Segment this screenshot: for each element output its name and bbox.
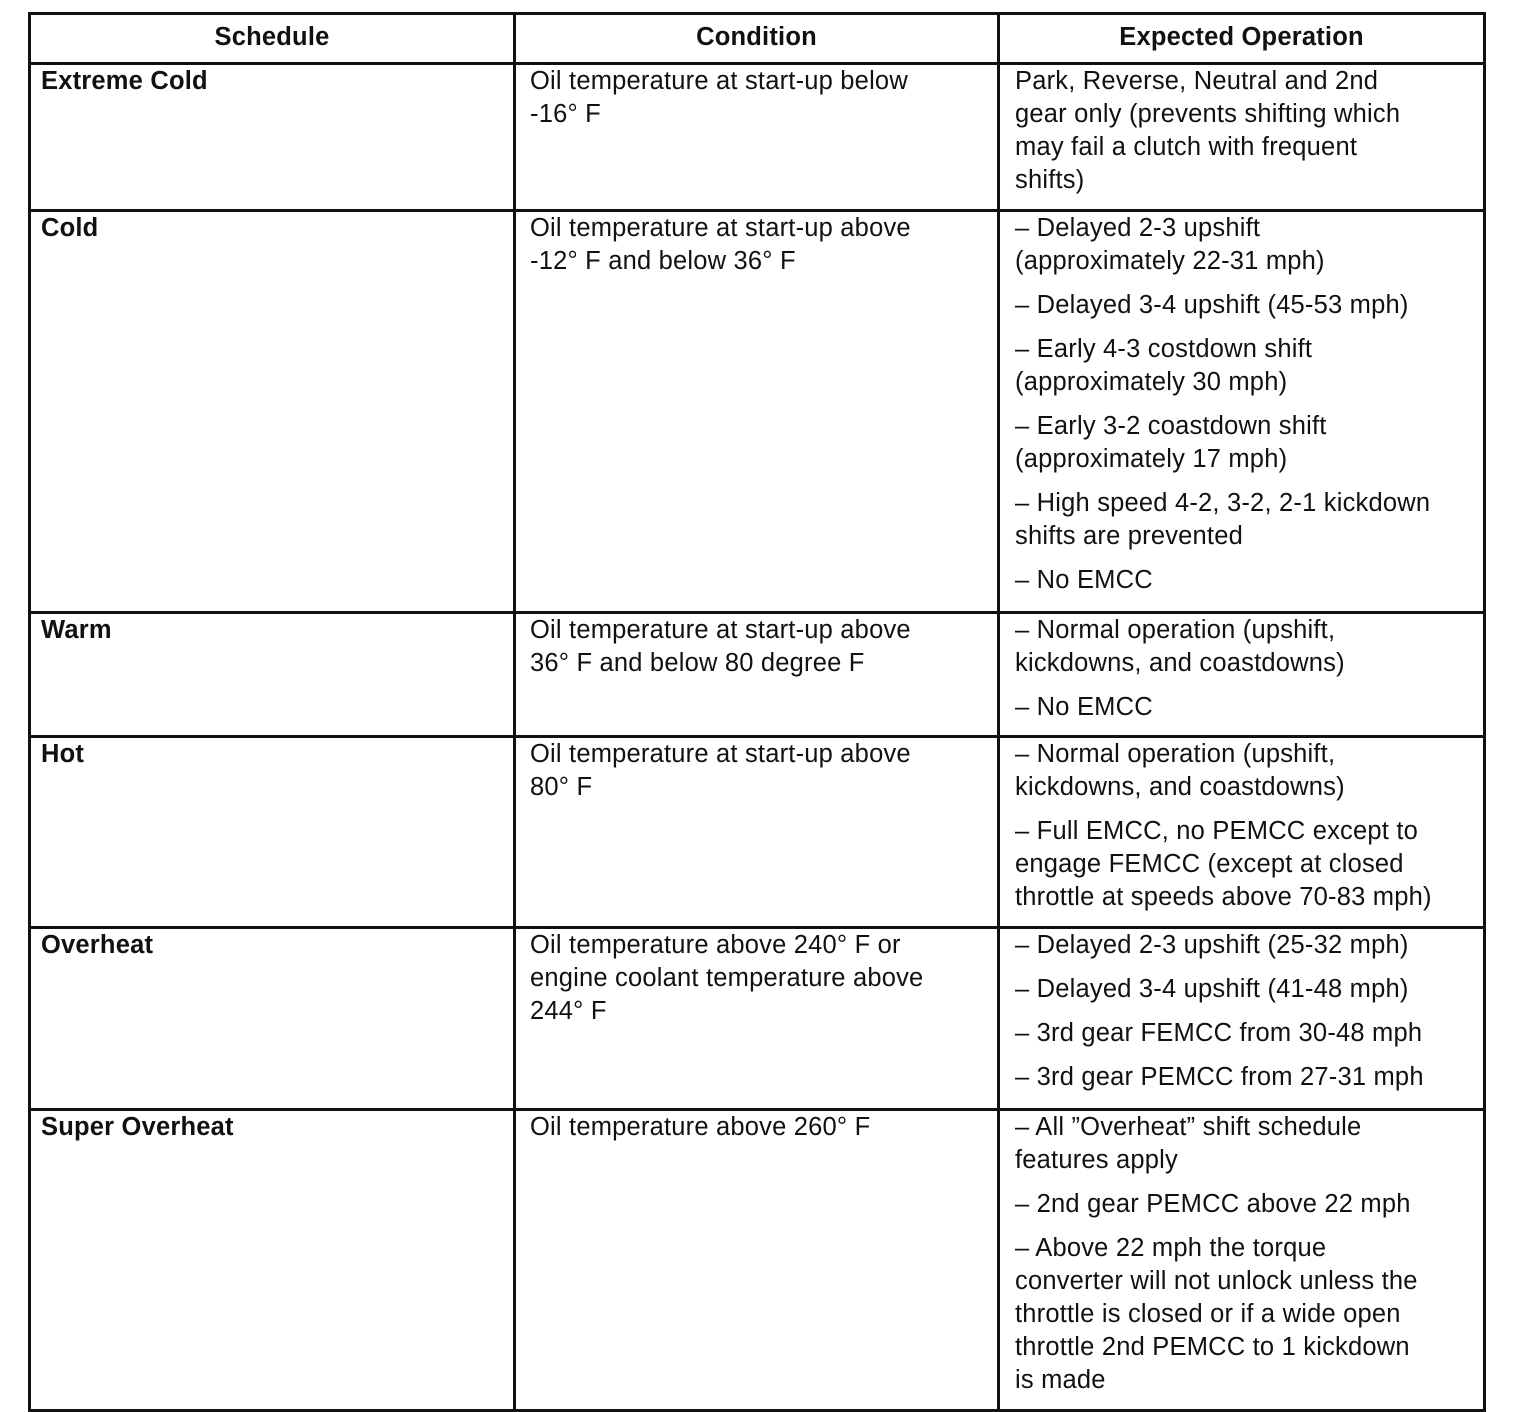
schedule-name: Hot	[41, 740, 85, 768]
condition-line: Oil temperature above 260° F	[530, 1113, 871, 1141]
operation-line: – All ”Overheat” shift schedule	[1015, 1113, 1362, 1141]
operation-line: kickdowns, and coastdowns)	[1015, 773, 1345, 801]
operation-line: – Delayed 3-4 upshift (41-48 mph)	[1015, 975, 1409, 1003]
operation-item	[1015, 929, 1473, 962]
operation-cell	[999, 1110, 1485, 1411]
schedule-cell	[30, 1110, 515, 1411]
operation-item	[1015, 487, 1473, 553]
condition-cell	[515, 64, 999, 211]
operation-line: converter will not unlock unless the	[1015, 1267, 1418, 1295]
operation-line: – Early 4-3 costdown shift	[1015, 335, 1313, 363]
operation-cell	[999, 613, 1485, 737]
operation-line: – Above 22 mph the torque	[1015, 1234, 1327, 1262]
schedule-cell	[30, 64, 515, 211]
header-condition: Condition	[515, 14, 999, 64]
operation-item	[1015, 410, 1473, 476]
operation-item	[1015, 738, 1473, 804]
condition-cell	[515, 928, 999, 1110]
operation-item	[1015, 333, 1473, 399]
operation-item	[1015, 1188, 1473, 1221]
operation-line: throttle is closed or if a wide open	[1015, 1300, 1401, 1328]
condition-line: 244° F	[530, 997, 607, 1025]
condition-cell	[515, 737, 999, 928]
table-row	[30, 613, 1485, 737]
operation-line: – Normal operation (upshift,	[1015, 740, 1336, 768]
operation-line: – No EMCC	[1015, 566, 1153, 594]
operation-cell	[999, 211, 1485, 613]
operation-item	[1015, 212, 1473, 278]
schedule-name: Warm	[41, 616, 112, 644]
operation-item	[1015, 973, 1473, 1006]
operation-line: throttle at speeds above 70-83 mph)	[1015, 883, 1432, 911]
schedule-name: Super Overheat	[41, 1113, 234, 1141]
condition-line: 36° F and below 80 degree F	[530, 649, 865, 677]
header-expected-operation: Expected Operation	[999, 14, 1485, 64]
operation-item	[1015, 564, 1473, 597]
operation-line: is made	[1015, 1366, 1106, 1394]
condition-line: -16° F	[530, 100, 601, 128]
operation-item	[1015, 1111, 1473, 1177]
operation-line: engage FEMCC (except at closed	[1015, 850, 1404, 878]
schedule-cell	[30, 613, 515, 737]
operation-line: Park, Reverse, Neutral and 2nd	[1015, 67, 1379, 95]
condition-line: Oil temperature at start-up above	[530, 616, 911, 644]
operation-cell	[999, 737, 1485, 928]
schedule-name: Cold	[41, 214, 99, 242]
operation-line: – 2nd gear PEMCC above 22 mph	[1015, 1190, 1411, 1218]
operation-line: features apply	[1015, 1146, 1178, 1174]
schedule-name: Overheat	[41, 931, 154, 959]
condition-line: -12° F and below 36° F	[530, 247, 796, 275]
operation-line: gear only (prevents shifting which	[1015, 100, 1401, 128]
schedule-cell	[30, 211, 515, 613]
operation-item	[1015, 691, 1473, 724]
header-schedule: Schedule	[30, 14, 515, 64]
operation-line: throttle 2nd PEMCC to 1 kickdown	[1015, 1333, 1410, 1361]
operation-line: – Delayed 2-3 upshift (25-32 mph)	[1015, 931, 1409, 959]
transmission-shift-schedule-sheet	[28, 12, 1483, 1412]
operation-line: – Delayed 3-4 upshift (45-53 mph)	[1015, 291, 1409, 319]
table-row	[30, 1110, 1485, 1411]
table-row	[30, 211, 1485, 613]
table-row	[30, 928, 1485, 1110]
schedule-cell	[30, 928, 515, 1110]
operation-line: – Full EMCC, no PEMCC except to	[1015, 817, 1418, 845]
condition-cell	[515, 613, 999, 737]
condition-line: Oil temperature at start-up above	[530, 740, 911, 768]
operation-line: – 3rd gear FEMCC from 30-48 mph	[1015, 1019, 1423, 1047]
schedule-cell	[30, 737, 515, 928]
operation-line: shifts)	[1015, 166, 1085, 194]
condition-line: 80° F	[530, 773, 593, 801]
condition-line: Oil temperature above 240° F or	[530, 931, 901, 959]
operation-item	[1015, 65, 1473, 197]
operation-cell	[999, 64, 1485, 211]
operation-line: – High speed 4-2, 3-2, 2-1 kickdown	[1015, 489, 1431, 517]
condition-line: Oil temperature at start-up above	[530, 214, 911, 242]
operation-item	[1015, 1061, 1473, 1094]
operation-item	[1015, 614, 1473, 680]
operation-item	[1015, 815, 1473, 914]
operation-line: (approximately 30 mph)	[1015, 368, 1288, 396]
operation-line: (approximately 22-31 mph)	[1015, 247, 1325, 275]
condition-cell	[515, 1110, 999, 1411]
operation-line: shifts are prevented	[1015, 522, 1243, 550]
operation-line: – Early 3-2 coastdown shift	[1015, 412, 1327, 440]
operation-line: may fail a clutch with frequent	[1015, 133, 1358, 161]
condition-line: Oil temperature at start-up below	[530, 67, 908, 95]
operation-cell	[999, 928, 1485, 1110]
operation-item	[1015, 1232, 1473, 1397]
header-row	[30, 14, 1485, 64]
schedule-name: Extreme Cold	[41, 67, 208, 95]
shift-schedule-table	[28, 12, 1486, 1412]
operation-line: (approximately 17 mph)	[1015, 445, 1288, 473]
operation-line: – Normal operation (upshift,	[1015, 616, 1336, 644]
condition-line: engine coolant temperature above	[530, 964, 924, 992]
operation-line: kickdowns, and coastdowns)	[1015, 649, 1345, 677]
condition-cell	[515, 211, 999, 613]
table-row	[30, 64, 1485, 211]
table-row	[30, 737, 1485, 928]
operation-item	[1015, 289, 1473, 322]
operation-line: – Delayed 2-3 upshift	[1015, 214, 1261, 242]
operation-item	[1015, 1017, 1473, 1050]
operation-line: – No EMCC	[1015, 693, 1153, 721]
operation-line: – 3rd gear PEMCC from 27-31 mph	[1015, 1063, 1424, 1091]
